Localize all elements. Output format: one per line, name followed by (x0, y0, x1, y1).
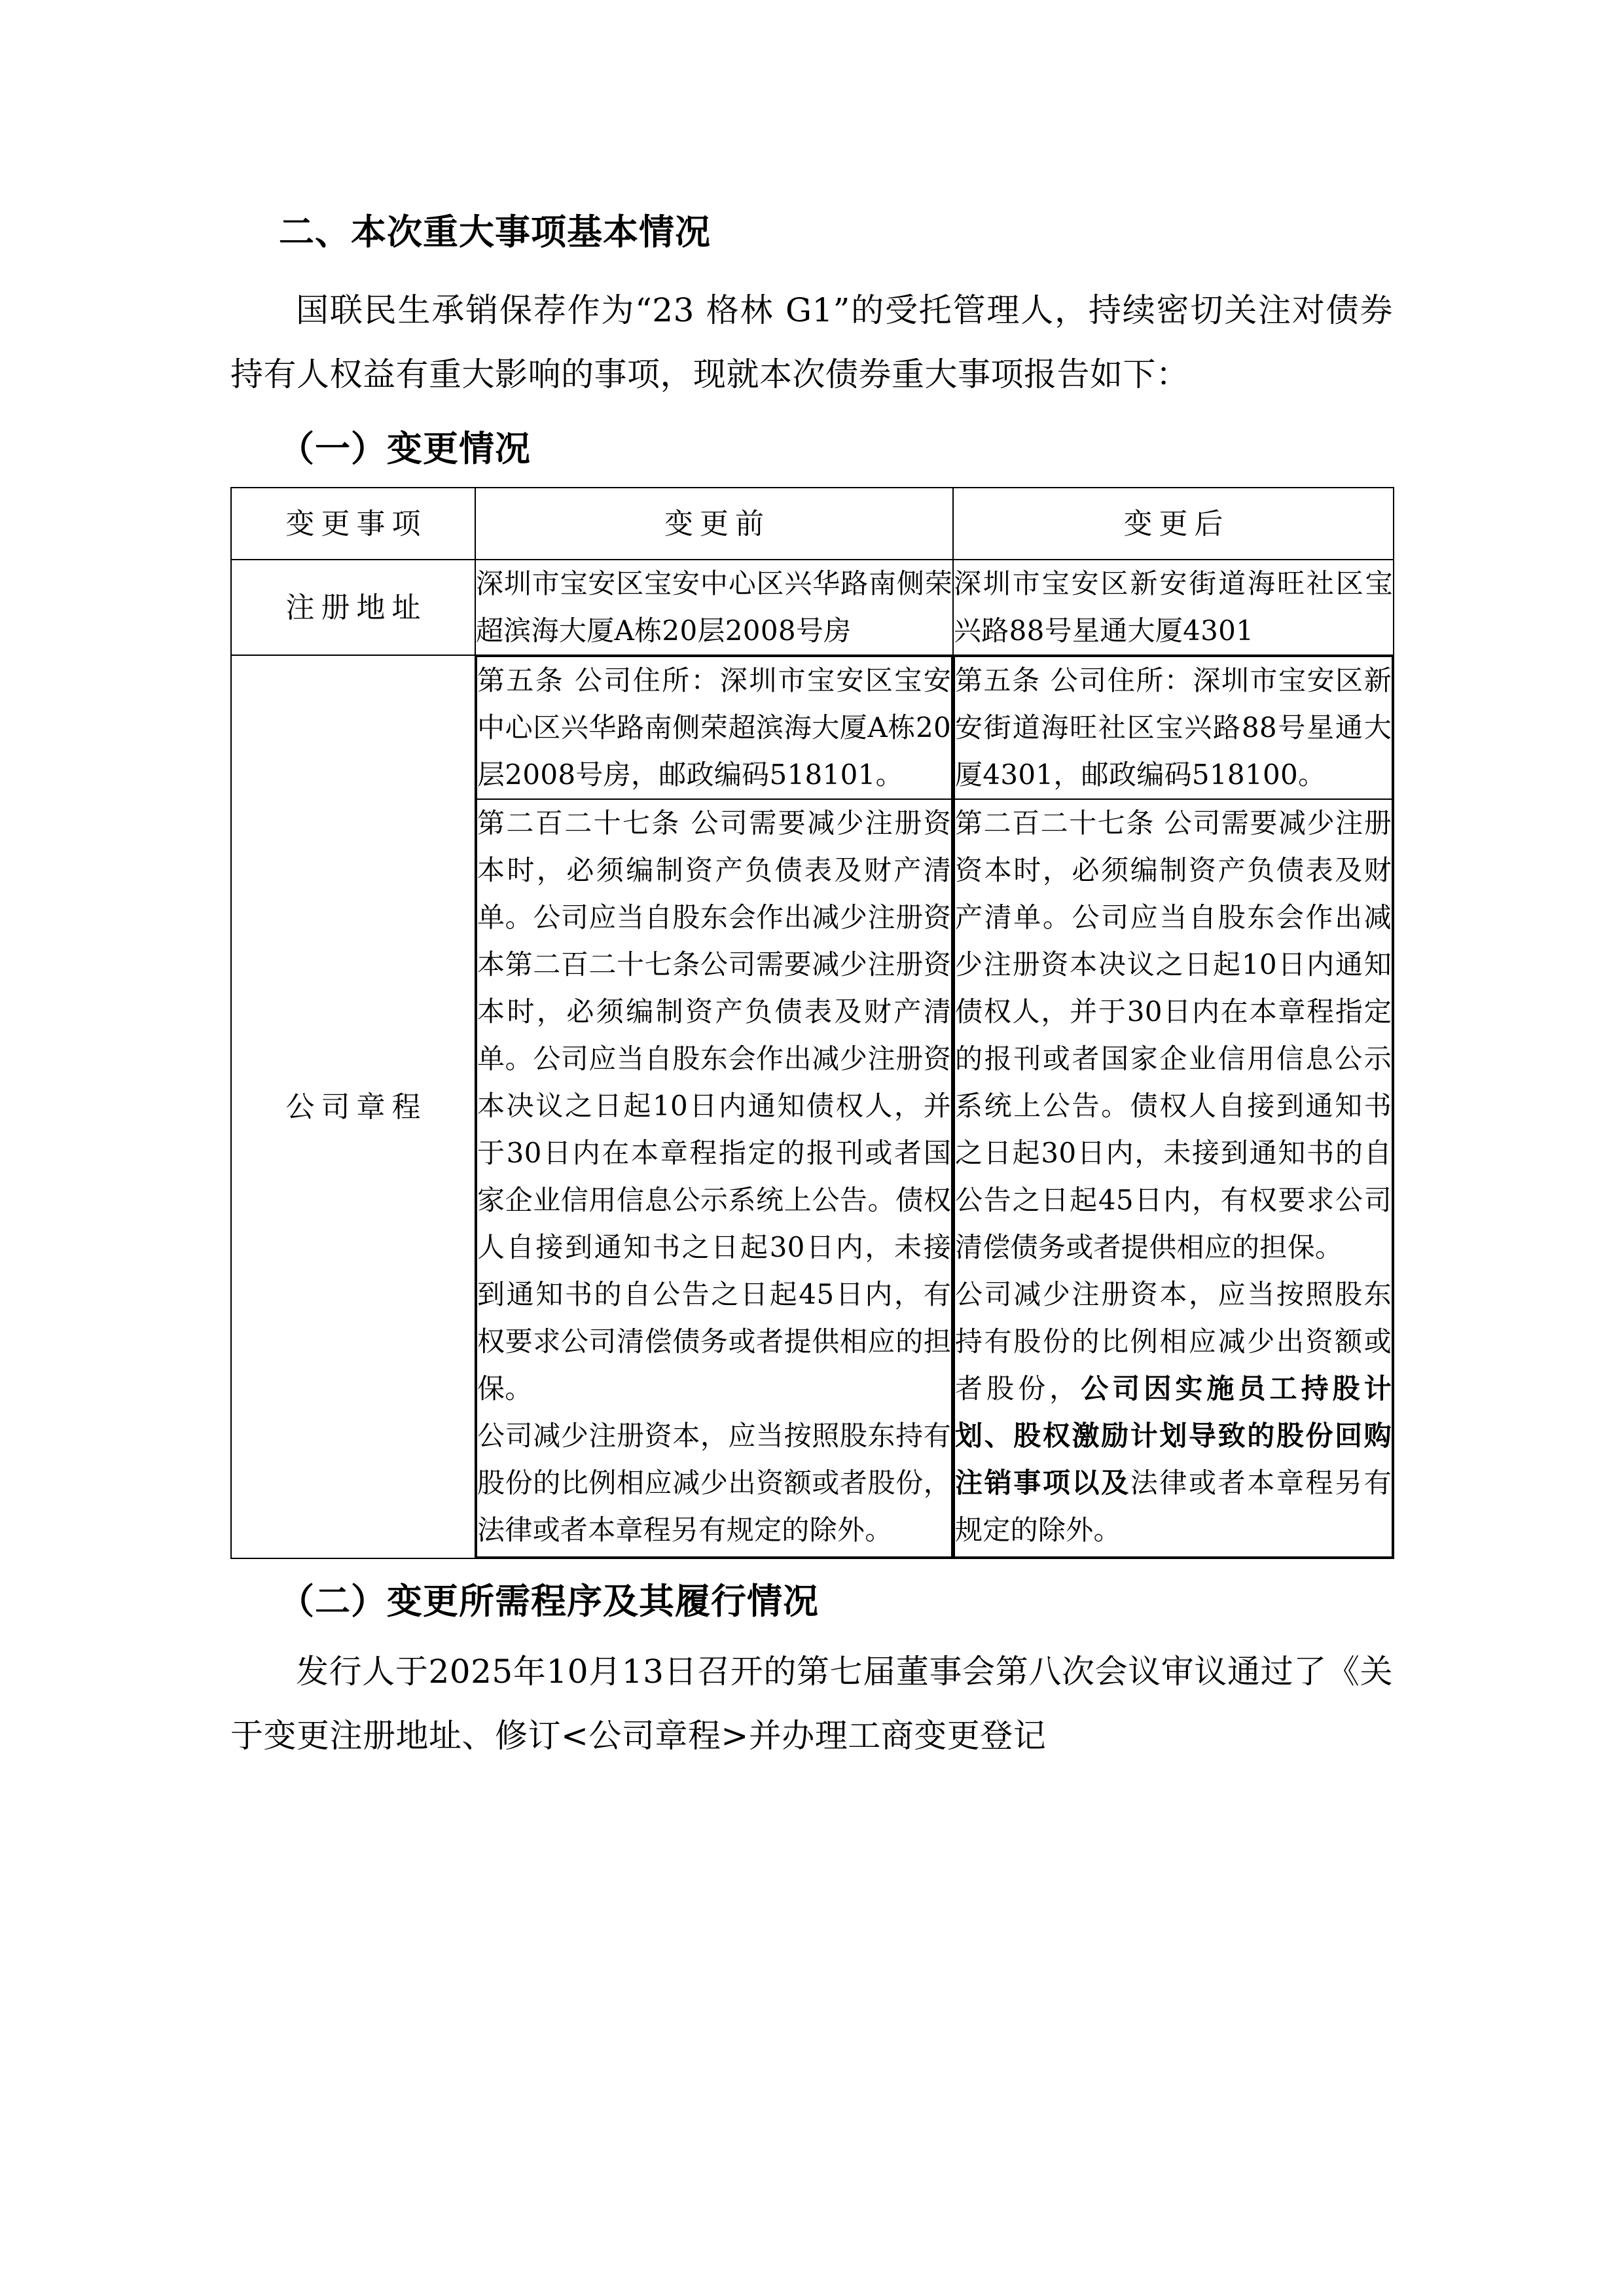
articles-before-cell (475, 655, 953, 1558)
table-header-after: 变更后 (953, 488, 1394, 560)
article-227-after-amended (955, 1271, 1392, 1554)
article-227-after-text: 第二百二十七条 公司需要减少注册资本时，必须编制资产负债表及财产清单。公司应当自股东会作出减少注册资本决议之日起10日内通知债权人，并于30日内在本章程指定的报刊或者国家企业信用信息公示系统上公告。债权人自接到通知书之日起30日内，未接到通知书的自公告之日起45日内，有权要求公司清偿债务或者提供相应的担保。 (955, 807, 1392, 1264)
article-block (954, 656, 1392, 799)
article-block (477, 656, 952, 799)
table-header-item: 变更事项 (231, 488, 475, 560)
row-label-articles-of-association: 公司章程 (231, 655, 475, 1558)
row-label-registered-address: 注册地址 (231, 560, 475, 655)
change-comparison-table (230, 487, 1394, 1559)
section-heading-two: 二、本次重大事项基本情况 (279, 211, 711, 253)
articles-after-blocks (954, 656, 1393, 1558)
articles-before-blocks (476, 656, 952, 1558)
table-header-row (231, 488, 1394, 560)
amended-lead: 公司减少注册资本，应当按照股东持有股份的比例相应减少出资额或者股份， (955, 1278, 1392, 1405)
intro-paragraph: 国联民生承销保荐作为“23 格林 G1”的受托管理人，持续密切关注对债券持有人权益有重大影响的事项，现就本次债券重大事项报告如下： (230, 291, 1393, 394)
article-227-after (954, 799, 1392, 1557)
article-227-before-text: 第二百二十七条 公司需要减少注册资本时，必须编制资产负债表及财产清单。公司应当自股东会作出减少注册资本第二百二十七条公司需要减少注册资本时，必须编制资产负债表及财产清单。公司应当自股东会作出减少注册资本决议之日起10日内通知债权人，并于30日内在本章程指定的报刊或者国家企业信用信息公示系统上公告。债权人自接到通知书之日起30日内，未接到通知书的自公告之日起45日内，有权要求公司清偿债务或者提供相应的担保。 (477, 807, 951, 1405)
article-block (477, 799, 952, 1557)
article-five-after: 第五条 公司住所：深圳市宝安区新安街道海旺社区宝兴路88号星通大厦4301，邮政编码518100。 (954, 656, 1392, 799)
subsection-one-heading: （一）变更情况 (279, 427, 531, 470)
page-content (230, 209, 1393, 1773)
subsection-two-heading: （二）变更所需程序及其履行情况 (279, 1580, 819, 1623)
amended-tail: 法律或者本章程另有规定的除外。 (955, 1467, 1392, 1547)
table-row (231, 560, 1394, 655)
registered-address-before: 深圳市宝安区宝安中心区兴华路南侧荣超滨海大厦A栋20层2008号房 (475, 560, 953, 655)
subsection-two-paragraph: 发行人于2025年10月13日召开的第七届董事会第八次会议审议通过了《关于变更注册地址、修订<公司章程>并办理工商变更登记 (230, 1653, 1393, 1755)
article-227-before (477, 799, 952, 1557)
registered-address-after: 深圳市宝安区新安街道海旺社区宝兴路88号星通大厦4301 (953, 560, 1394, 655)
table-row (231, 655, 1394, 1558)
table-header-before: 变更前 (475, 488, 953, 560)
article-five-before: 第五条 公司住所：深圳市宝安区宝安中心区兴华路南侧荣超滨海大厦A栋20层2008号房，邮政编码518101。 (477, 656, 952, 799)
article-227-before-text-2: 公司减少注册资本，应当按照股东持有股份的比例相应减少出资额或者股份，法律或者本章程另有规定的除外。 (477, 1420, 951, 1547)
amended-bold-clause: 公司因实施员工持股计划、股权激励计划导致的股份回购注销事项以及 (955, 1372, 1392, 1499)
article-block (954, 799, 1392, 1557)
articles-after-cell (953, 655, 1394, 1558)
